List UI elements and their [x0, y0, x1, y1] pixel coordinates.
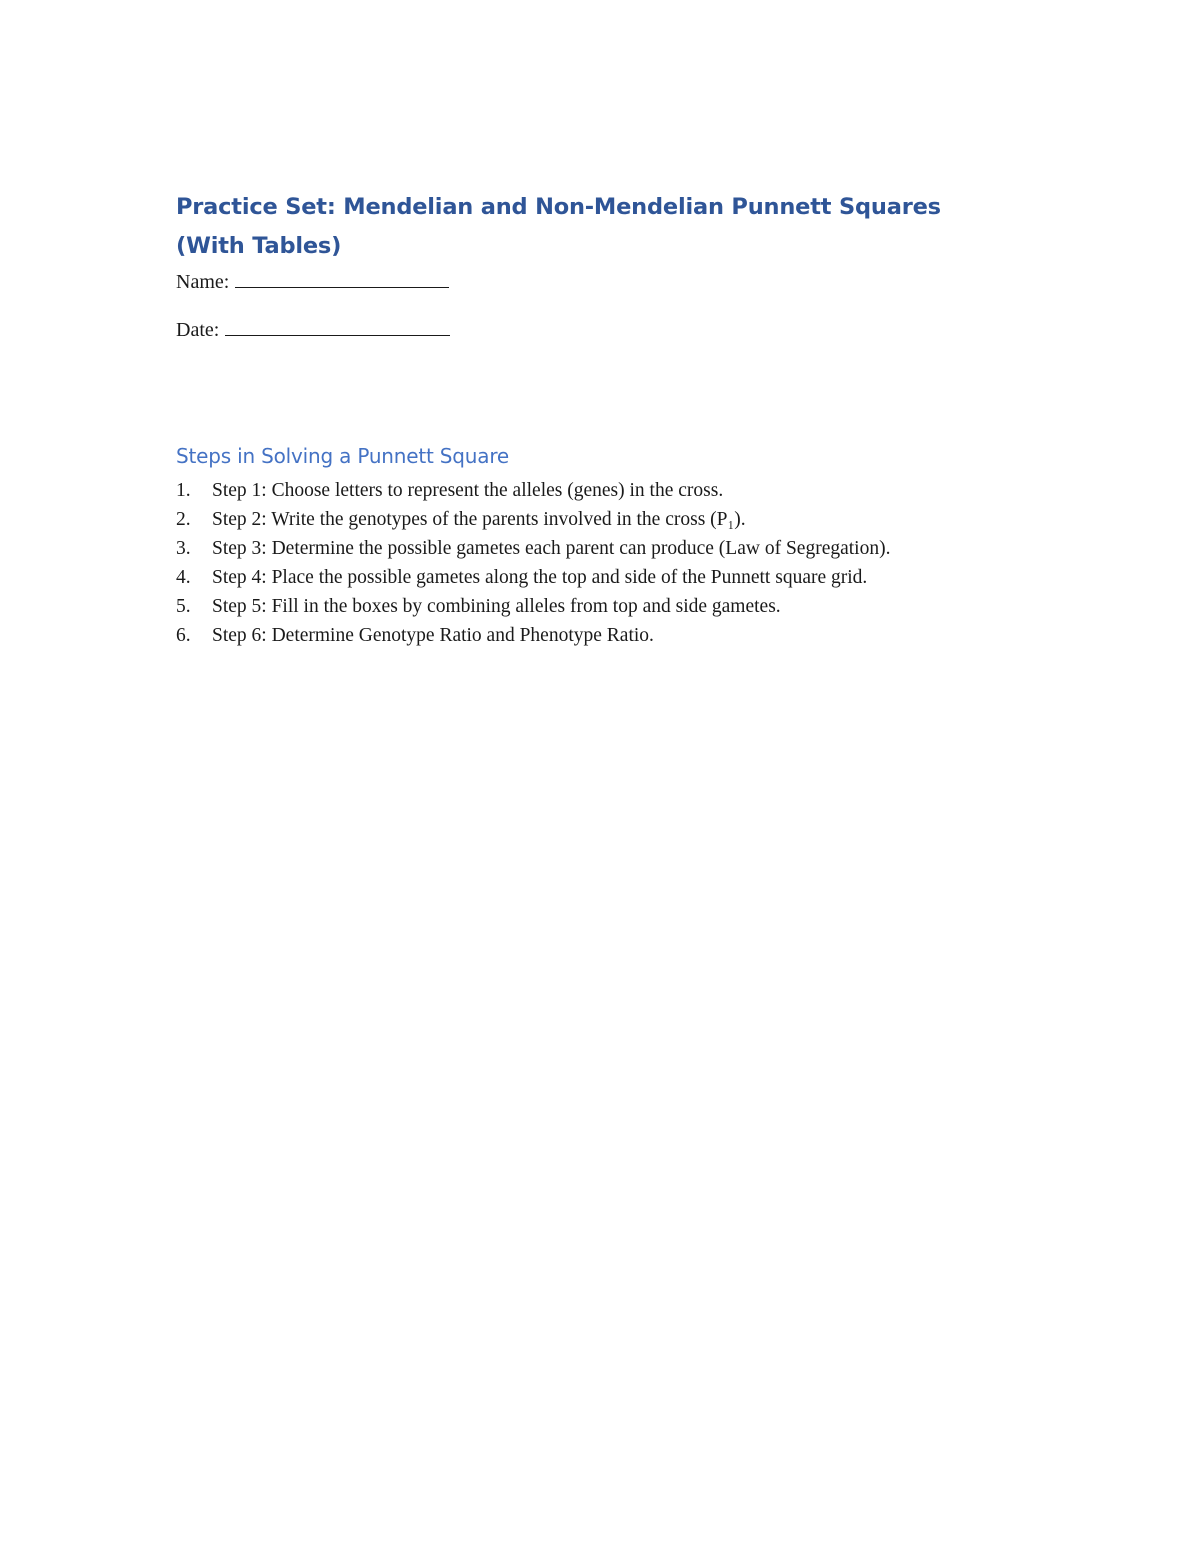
step-number: 4.: [176, 567, 191, 588]
list-item: [176, 536, 1056, 565]
document-title: Practice Set: Mendelian and Non-Mendelian Punnett Squares (With Tables): [176, 194, 941, 259]
name-label: Name:: [176, 271, 230, 293]
steps-list: [176, 478, 1056, 652]
step-text: Step 6: Determine Genotype Ratio and Phenotype Ratio.: [212, 625, 654, 646]
list-item: [176, 565, 1056, 594]
list-item: [176, 623, 1056, 652]
list-item: [176, 507, 1056, 536]
step-number: 3.: [176, 538, 191, 559]
name-field: [176, 267, 449, 295]
step-number: 6.: [176, 625, 191, 646]
step-text: Step 2: Write the genotypes of the parents involved in the cross (P₁).: [212, 509, 746, 530]
step-number: 5.: [176, 596, 191, 617]
step-text: Step 3: Determine the possible gametes each parent can produce (Law of Segregation).: [212, 538, 891, 559]
step-text: Step 5: Fill in the boxes by combining alleles from top and side gametes.: [212, 596, 781, 617]
name-blank-line: [235, 267, 449, 288]
date-blank-line: [225, 315, 450, 336]
date-field: [176, 315, 450, 343]
list-item: [176, 594, 1056, 623]
step-text: Step 1: Choose letters to represent the alleles (genes) in the cross.: [212, 480, 724, 501]
list-item: [176, 478, 1056, 507]
step-number: 1.: [176, 480, 191, 501]
step-number: 2.: [176, 509, 191, 530]
steps-heading: Steps in Solving a Punnett Square: [176, 444, 510, 468]
date-label: Date:: [176, 319, 220, 341]
step-text: Step 4: Place the possible gametes along the top and side of the Punnett square grid.: [212, 567, 868, 588]
